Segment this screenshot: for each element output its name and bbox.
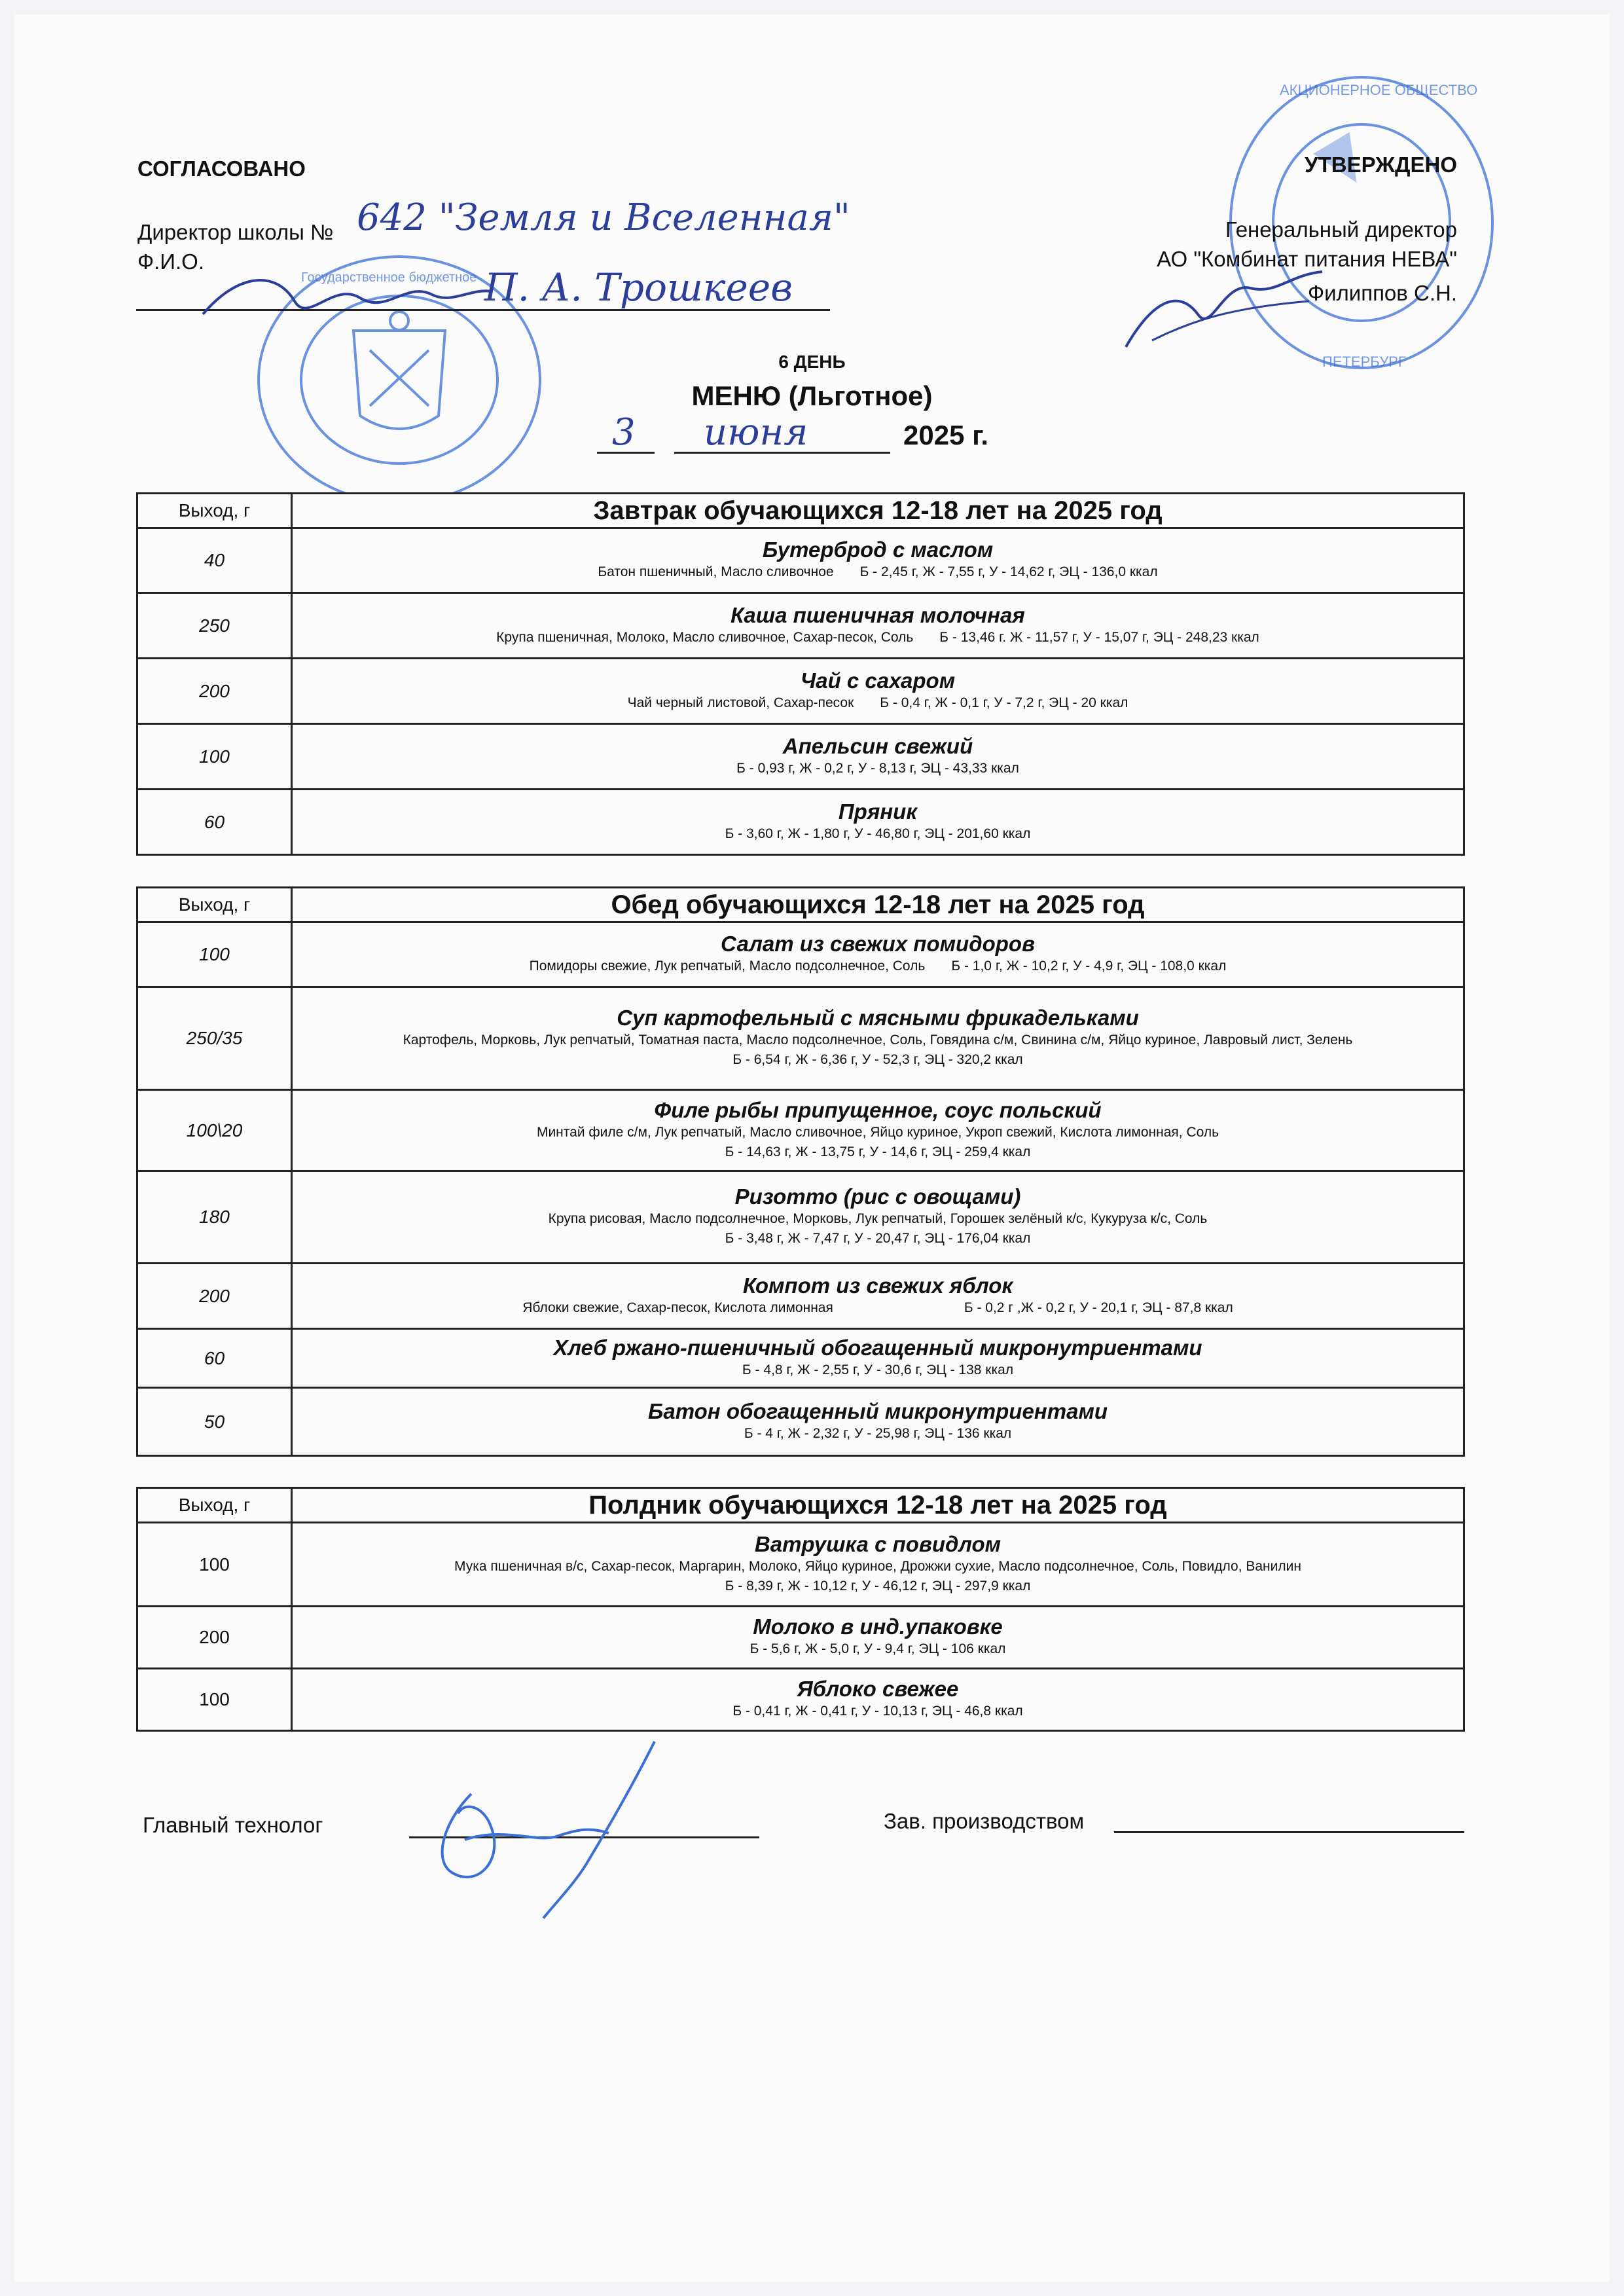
dish-nutrition: Б - 5,6 г, Ж - 5,0 г, У - 9,4 г, ЭЦ - 106 ккал — [749, 1641, 1006, 1656]
output-col-header: Выход, г — [137, 888, 292, 922]
date-month: июня — [704, 411, 808, 454]
svg-text:Государственное бюджетное: Государственное бюджетное — [301, 270, 477, 285]
dish-nutrition: Б - 0,4 г, Ж - 0,1 г, У - 7,2 г, ЭЦ - 20 ккал — [880, 695, 1128, 710]
dish-output: 60 — [137, 790, 292, 855]
dish-ingredients: Батон пшеничный, Масло сливочное — [598, 564, 834, 579]
dish-name: Суп картофельный с мясными фрикадельками — [617, 1006, 1139, 1030]
dish-name: Молоко в инд.упаковке — [753, 1614, 1003, 1639]
svg-text:АКЦИОНЕРНОЕ ОБЩЕСТВО: АКЦИОНЕРНОЕ ОБЩЕСТВО — [1280, 82, 1478, 98]
dish-output: 50 — [137, 1388, 292, 1456]
dish-name: Ризотто (рис с овощами) — [734, 1184, 1021, 1209]
lunch-title: Обед обучающихся 12-18 лет на 2025 год — [292, 888, 1464, 922]
dish-name: Каша пшеничная молочная — [731, 602, 1025, 627]
dish-ingredients: Картофель, Морковь, Лук репчатый, Томатная паста, Масло подсолнечное, Соль, Говядина с/м, Свинина с/м, Яйцо куриное, Лавровый лист, Зелень — [403, 1032, 1353, 1048]
output-col-header: Выход, г — [137, 1488, 292, 1523]
dish-name: Филе рыбы припущенное, соус польский — [654, 1097, 1102, 1122]
lunch-table — [136, 886, 1465, 1457]
dish-nutrition: Б - 3,48 г, Ж - 7,47 г, У - 20,47 г, ЭЦ - 176,04 ккал — [725, 1231, 1031, 1246]
dish-name: Бутерброд с маслом — [762, 538, 994, 562]
gen-director-signature — [1113, 262, 1329, 360]
dish-ingredients: Помидоры свежие, Лук репчатый, Масло подсолнечное, Соль — [529, 958, 926, 974]
dish-name: Салат из свежих помидоров — [720, 932, 1035, 956]
dish-name: Апельсин свежий — [782, 733, 973, 758]
dish-ingredients: Крупа рисовая, Масло подсолнечное, Морковь, Лук репчатый, Горошек зелёный к/с, Кукуруза к/с, Соль — [548, 1211, 1208, 1226]
snack-title: Полдник обучающихся 12-18 лет на 2025 год — [292, 1488, 1464, 1523]
dish-nutrition: Б - 14,63 г, Ж - 13,75 г, У - 14,6 г, ЭЦ - 259,4 ккал — [725, 1144, 1031, 1159]
company-name: АО "Комбинат питания НЕВА" — [1157, 247, 1457, 271]
table-row — [137, 1669, 1464, 1731]
dish-output: 100 — [137, 724, 292, 790]
breakfast-header-row — [137, 494, 1464, 528]
table-row — [137, 659, 1464, 724]
table-row — [137, 987, 1464, 1090]
production-head-label: Зав. производством — [884, 1809, 1085, 1833]
chief-technologist-label: Главный технолог — [143, 1813, 323, 1837]
dish-output: 250/35 — [137, 987, 292, 1090]
dish-name: Компот из свежих яблок — [742, 1273, 1013, 1298]
table-row — [137, 1171, 1464, 1264]
dish-nutrition: Б - 4 г, Ж - 2,32 г, У - 25,98 г, ЭЦ - 136 ккал — [744, 1425, 1012, 1441]
agreed-label: СОГЛАСОВАНО — [137, 156, 306, 181]
table-row — [137, 790, 1464, 855]
snack-header-row — [137, 1488, 1464, 1523]
table-row — [137, 1329, 1464, 1388]
dish-nutrition: Б - 3,60 г, Ж - 1,80 г, У - 46,80 г, ЭЦ - 201,60 ккал — [725, 826, 1031, 841]
dish-nutrition: Б - 2,45 г, Ж - 7,55 г, У - 14,62 г, ЭЦ - 136,0 ккал — [859, 564, 1158, 579]
dish-ingredients: Крупа пшеничная, Молоко, Масло сливочное, Сахар-песок, Соль — [496, 629, 914, 645]
table-row — [137, 1607, 1464, 1669]
table-row — [137, 1388, 1464, 1456]
dish-name: Пряник — [838, 799, 918, 824]
dish-output: 100 — [137, 1669, 292, 1731]
dish-ingredients: Яблоки свежие, Сахар-песок, Кислота лимонная — [522, 1300, 833, 1315]
dish-output: 100 — [137, 922, 292, 987]
production-signature-line — [1114, 1831, 1464, 1833]
breakfast-title: Завтрак обучающихся 12-18 лет на 2025 год — [292, 494, 1464, 528]
dish-nutrition: Б - 6,54 г, Ж - 6,36 г, У - 52,3 г, ЭЦ - 320,2 ккал — [732, 1052, 1023, 1067]
gen-director-name: Филиппов С.Н. — [1307, 281, 1457, 305]
dish-nutrition: Б - 0,41 г, Ж - 0,41 г, У - 10,13 г, ЭЦ - 46,8 ккал — [732, 1704, 1023, 1719]
dish-output: 180 — [137, 1171, 292, 1264]
dish-name: Ватрушка с повидлом — [754, 1531, 1001, 1556]
dish-nutrition: Б - 8,39 г, Ж - 10,12 г, У - 46,12 г, ЭЦ - 297,9 ккал — [725, 1578, 1031, 1594]
lunch-header-row — [137, 888, 1464, 922]
svg-text:ПЕТЕРБУРГ: ПЕТЕРБУРГ — [1322, 354, 1406, 370]
dish-ingredients: Минтай филе с/м, Лук репчатый, Масло сливочное, Яйцо куриное, Укроп свежий, Кислота лимонная, Соль — [536, 1124, 1219, 1140]
technologist-signature — [393, 1728, 694, 1925]
snack-table — [136, 1487, 1465, 1732]
day-label: 6 ДЕНЬ — [778, 352, 846, 372]
dish-output: 100\20 — [137, 1090, 292, 1171]
fio-handwritten: П. А. Трошкеев — [484, 265, 793, 310]
dish-nutrition: Б - 0,93 г, Ж - 0,2 г, У - 8,13 г, ЭЦ - 43,33 ккал — [736, 760, 1019, 776]
dish-name: Батон обогащенный микронутриентами — [647, 1398, 1108, 1423]
gen-director-label: Генеральный директор — [1225, 217, 1457, 242]
breakfast-table — [136, 492, 1465, 856]
dish-name: Хлеб ржано-пшеничный обогащенный микронутриентами — [553, 1335, 1202, 1360]
school-handwritten: 642 "Земля и Вселенная" — [357, 196, 850, 239]
table-row — [137, 724, 1464, 790]
approved-label: УТВЕРЖДЕНО — [1305, 153, 1457, 177]
table-row — [137, 528, 1464, 593]
dish-output: 200 — [137, 659, 292, 724]
dish-ingredients: Чай черный листовой, Сахар-песок — [627, 695, 854, 710]
dish-ingredients: Мука пшеничная в/с, Сахар-песок, Маргарин, Молоко, Яйцо куриное, Дрожжи сухие, Масло подсолнечное, Соль, Повидло, Ванилин — [454, 1558, 1301, 1574]
dish-nutrition: Б - 4,8 г, Ж - 2,55 г, У - 30,6 г, ЭЦ - 138 ккал — [742, 1362, 1014, 1377]
date-year: 2025 г. — [903, 420, 989, 450]
dish-output: 200 — [137, 1607, 292, 1669]
table-row — [137, 1090, 1464, 1171]
director-label: Директор школы № — [137, 220, 334, 244]
table-row — [137, 593, 1464, 659]
menu-title: МЕНЮ (Льготное) — [691, 380, 933, 411]
fio-label: Ф.И.О. — [137, 249, 204, 274]
dish-output: 250 — [137, 593, 292, 659]
dish-output: 60 — [137, 1329, 292, 1388]
dish-name: Яблоко свежее — [797, 1677, 959, 1701]
dish-nutrition: Б - 1,0 г, Ж - 10,2 г, У - 4,9 г, ЭЦ - 108,0 ккал — [951, 958, 1227, 974]
table-row — [137, 1264, 1464, 1329]
dish-name: Чай с сахаром — [800, 668, 956, 693]
output-col-header: Выход, г — [137, 494, 292, 528]
dish-output: 100 — [137, 1523, 292, 1607]
dish-nutrition: Б - 13,46 г. Ж - 11,57 г, У - 15,07 г, ЭЦ - 248,23 ккал — [939, 629, 1259, 645]
date-day: 3 — [612, 411, 636, 454]
dish-output: 200 — [137, 1264, 292, 1329]
dish-nutrition: Б - 0,2 г ,Ж - 0,2 г, У - 20,1 г, ЭЦ - 87,8 ккал — [964, 1300, 1233, 1315]
table-row — [137, 1523, 1464, 1607]
dish-output: 40 — [137, 528, 292, 593]
director-signature — [196, 262, 497, 334]
table-row — [137, 922, 1464, 987]
